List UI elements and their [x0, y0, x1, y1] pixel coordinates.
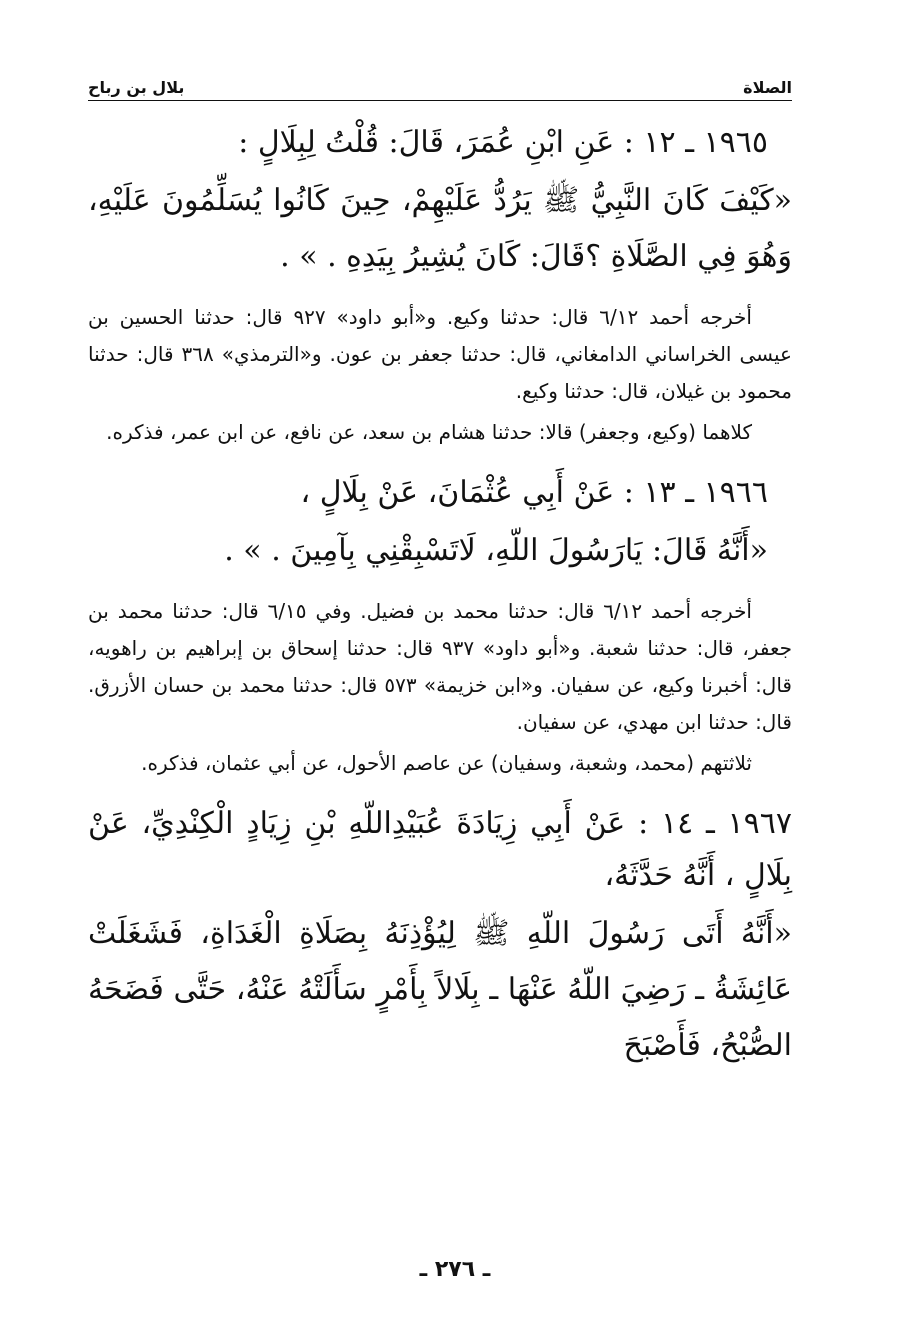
hadith-number-heading: ١٩٦٧ ـ ١٤ : عَنْ أَبِي زِيَادَةَ عُبَيْدِاللّهِ بْنِ زِيَادٍ الْكِنْدِيِّ، عَنْ بِلَالٍ ، أَنَّهُ حَدَّثَهُ،	[88, 806, 792, 893]
hadith-1966	[88, 467, 792, 782]
hadith-isnad-summary: كلاهما (وكيع، وجعفر) قالا: حدثنا هشام بن سعد، عن نافع، عن ابن عمر، فذكره.	[106, 420, 752, 444]
hadith-number-heading: ١٩٦٦ ـ ١٣ : عَنْ أَبِي عُثْمَانَ، عَنْ بِلَالٍ ،	[300, 475, 768, 510]
hadith-number-heading: ١٩٦٥ ـ ١٢ : عَنِ ابْنِ عُمَرَ، قَالَ: قُلْتُ لِبِلَالٍ :	[238, 125, 768, 160]
hadith-takhrij: أخرجه أحمد ٦/١٢ قال: حدثنا وكيع. و«أبو داود» ٩٢٧ قال: حدثنا الحسين بن عيسى الخراساني الدامغاني، قال: حدثنا جعفر بن عون. و«الترمذي» ٣٦٨ قال: حدثنا محمود بن غيلان، قال: حدثنا وكيع.	[88, 305, 792, 403]
hadith-matn: «أَنَّهُ قَالَ: يَارَسُولَ اللّهِ، لَاتَسْبِقْنِي بِآمِينَ . » .	[224, 533, 768, 568]
hadith-takhrij: أخرجه أحمد ٦/١٢ قال: حدثنا محمد بن فضيل. وفي ٦/١٥ قال: حدثنا محمد بن جعفر، قال: حدثنا شعبة. و«أبو داود» ٩٣٧ قال: حدثنا إسحاق بن إبراهيم بن راهويه، قال: أخبرنا وكيع، عن سفيان. و«ابن خزيمة» ٥٧٣ قال: حدثنا محمد بن حسان الأزرق. قال: حدثنا ابن مهدي، عن سفيان.	[88, 599, 792, 734]
hadith-matn: «أَنَّهُ أَتَى رَسُولَ اللّهِ ﷺ لِيُؤْذِنَهُ بِصَلَاةِ الْغَدَاةِ، فَشَغَلَتْ عَائِشَةُ ـ رَضِيَ اللّهُ عَنْهَا ـ بِلَالاً بِأَمْرٍ سَأَلَتْهُ عَنْهُ، حَتَّى فَضَحَهُ الصُّبْحُ، فَأَصْبَحَ	[88, 916, 792, 1063]
hadith-1965	[88, 117, 792, 451]
hadith-isnad-summary: ثلاثتهم (محمد، وشعبة، وسفيان) عن عاصم الأحول، عن أبي عثمان، فذكره.	[141, 751, 752, 775]
hadith-1967	[88, 798, 792, 1074]
running-header	[88, 70, 792, 101]
header-section-title: الصلاة	[737, 78, 792, 97]
hadith-matn: «كَيْفَ كَانَ النَّبِيُّ ﷺ يَرُدُّ عَلَيْهِمْ، حِينَ كَانُوا يُسَلِّمُونَ عَلَيْهِ، وَهُوَ فِي الصَّلَاةِ ؟قَالَ: كَانَ يُشِيرُ بِيَدِهِ . » .	[88, 183, 792, 274]
document-page	[88, 70, 792, 1320]
page-number: ـ ٢٧٦ ـ	[419, 1257, 491, 1282]
header-chapter-title: بلال بن رباح	[88, 78, 190, 97]
